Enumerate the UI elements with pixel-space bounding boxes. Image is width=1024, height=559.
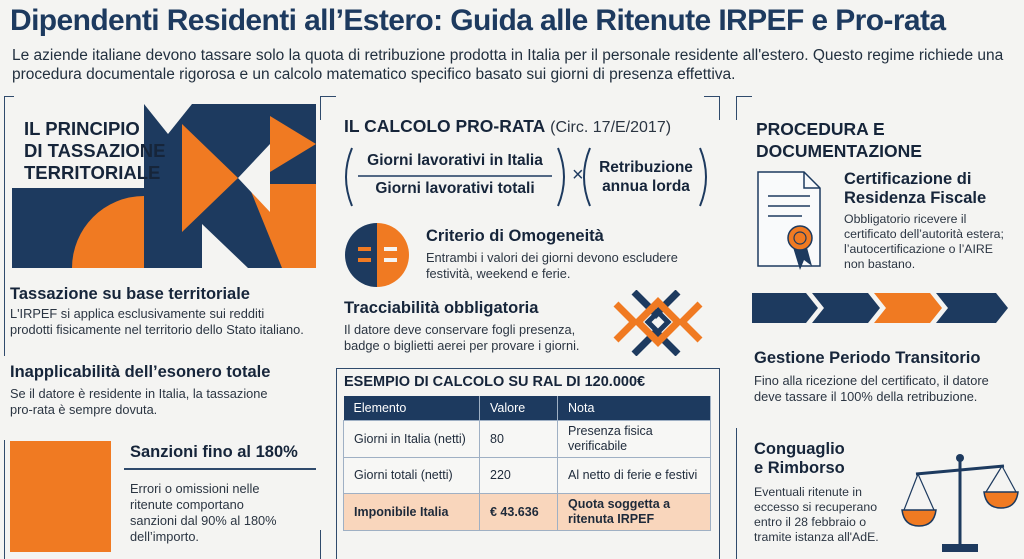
salary-label (592, 158, 700, 196)
text-line: Entrambi i valori dei giorni devono escludere (426, 250, 678, 265)
cell-note: Presenza fisica verificabile (558, 421, 711, 458)
traceability-text (344, 322, 579, 354)
header-element: Elemento (344, 396, 480, 421)
multiply-sign: × (572, 164, 584, 186)
example-table (343, 396, 711, 531)
text-line: dell’importo. (130, 529, 199, 544)
exemption-text (10, 386, 268, 418)
equality-icon (344, 222, 410, 288)
text-line: e Rimborso (754, 459, 845, 477)
table-row-highlight (344, 494, 711, 531)
weave-icon (612, 290, 704, 356)
text-line: entro il 28 febbraio o (754, 515, 867, 529)
text-line: Retribuzione (599, 159, 693, 176)
certification-heading (844, 170, 986, 208)
cell-value: 220 (480, 458, 558, 494)
sanctions-text (130, 481, 277, 545)
text-line: certificato dell’autorità estera; (844, 227, 1004, 241)
right-frame (736, 96, 752, 120)
text-line: annua lorda (602, 178, 690, 195)
table-header-row (344, 396, 711, 421)
text-line: ritenute comportano (130, 497, 244, 512)
text-line: pro-rata è sempre dovuta. (10, 402, 158, 417)
certification-text (844, 212, 1004, 272)
territorial-heading: Tassazione su base territoriale (10, 285, 250, 303)
sanctions-square (10, 441, 111, 552)
calc-reference: (Circ. 17/E/2017) (550, 119, 672, 136)
cell-note: Quota soggetta a ritenuta IRPEF (558, 494, 711, 531)
adjustment-heading (754, 440, 845, 478)
text-line: l’autocertificazione o l’AIRE (844, 242, 993, 256)
principle-heading (24, 118, 166, 184)
text-line: prodotti fisicamente nel territorio dello Stato italiano. (10, 322, 304, 337)
text-line: tramite istanza all'AdE. (754, 530, 879, 544)
process-arrows (752, 293, 1012, 323)
traceability-heading: Tracciabilità obbligatoria (344, 299, 539, 317)
middle-frame-bottom (320, 530, 330, 559)
cell-element: Giorni in Italia (netti) (344, 421, 480, 458)
example-heading: ESEMPIO DI CALCOLO SU RAL DI 120.000€ (344, 374, 646, 390)
mid-right-frame (704, 96, 720, 120)
sanctions-divider (124, 468, 316, 470)
text-line: Residenza Fiscale (844, 189, 987, 207)
header-note: Nota (558, 396, 711, 421)
homogeneity-text (426, 250, 678, 282)
text-line: Se il datore è residente in Italia, la tassazione (10, 386, 268, 401)
territorial-text (10, 306, 304, 338)
calc-heading (344, 116, 671, 137)
cell-element: Imponibile Italia (344, 494, 480, 531)
cell-note: Al netto di ferie e festivi (558, 458, 711, 494)
principle-heading-line: TERRITORIALE (24, 162, 161, 183)
text-line: eccesso si recuperano (754, 500, 878, 514)
principle-heading-line: IL PRINCIPIO (24, 118, 140, 139)
text-line: DOCUMENTAZIONE (756, 141, 922, 161)
principle-heading-line: DI TASSAZIONE (24, 140, 166, 161)
formula-numerator: Giorni lavorativi in Italia (367, 152, 543, 169)
text-line: sanzioni dal 90% al 180% (130, 513, 277, 528)
cell-value: € 43.636 (480, 494, 558, 531)
text-line: badge o biglietti aerei per provare i giorni. (344, 338, 580, 353)
adjustment-text (754, 485, 879, 545)
scales-icon (900, 450, 1020, 556)
certificate-icon (754, 170, 826, 274)
text-line: deve tassare il 100% della retribuzione. (754, 389, 978, 404)
exemption-heading: Inapplicabilità dell’esonero totale (10, 363, 271, 381)
text-line: Eventuali ritenute in (754, 485, 863, 499)
transition-text (754, 373, 989, 405)
homogeneity-heading: Criterio di Omogeneità (426, 227, 604, 245)
procedure-heading (756, 118, 922, 162)
text-line: Errori o omissioni nelle (130, 481, 260, 496)
header-value: Valore (480, 396, 558, 421)
cell-element: Giorni totali (netti) (344, 458, 480, 494)
text-line: festività, weekend e ferie. (426, 266, 571, 281)
text-line: Conguaglio (754, 440, 845, 458)
middle-frame (320, 96, 336, 120)
text-line: Il datore deve conservare fogli presenza, (344, 322, 576, 337)
text-line: PROCEDURA E (756, 119, 885, 139)
right-frame-lower (736, 428, 737, 559)
formula-denominator: Giorni lavorativi totali (375, 180, 535, 197)
cell-value: 80 (480, 421, 558, 458)
text-line: non bastano. (844, 257, 916, 271)
calc-title: IL CALCOLO PRO-RATA (344, 116, 546, 136)
table-row (344, 458, 711, 494)
table-row (344, 421, 711, 458)
text-line: Certificazione di (844, 170, 972, 188)
transition-heading: Gestione Periodo Transitorio (754, 349, 981, 367)
sanctions-heading: Sanzioni fino al 180% (130, 443, 298, 461)
text-line: Fino alla ricezione del certificato, il datore (754, 373, 989, 388)
intro-paragraph: Le aziende italiane devono tassare solo la quota di retribuzione prodotta in Italia per il personale residente all'estero. Questo regime richiede una procedura documentale rigorosa e un calcolo matematico specifico basato sui giorni di presenza effettiva. (12, 47, 1004, 83)
text-line: L'IRPEF si applica esclusivamente sui redditi (10, 306, 265, 321)
page-title: Dipendenti Residenti all’Estero: Guida alle Ritenute IRPEF e Pro-rata (10, 4, 946, 37)
text-line: Obbligatorio ricevere il (844, 212, 967, 226)
